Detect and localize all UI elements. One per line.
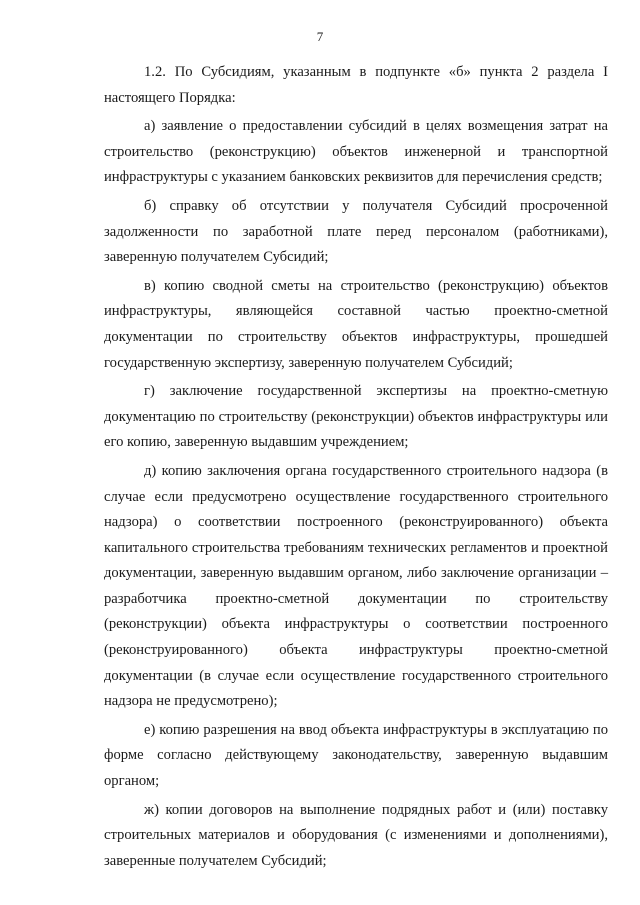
paragraph-item-e: е) копию разрешения на ввод объекта инфраструктуры в эксплуатацию по форме согласно действующему законодательству, заверенную выдавшим органом; [104, 721, 608, 790]
paragraph-item-b: б) справку об отсутствии у получателя Субсидий просроченной задолженности по заработной плате перед персоналом (работниками), заверенную получателем Субсидий; [104, 197, 608, 266]
page-number: 7 [316, 29, 324, 44]
paragraph-item-zh: ж) копии договоров на выполнение подрядных работ и (или) поставку строительных материалов и оборудования (с изменениями и дополнениями), заверенные получателем Субсидий; [104, 801, 608, 869]
paragraph-item-g: г) заключение государственной экспертизы на проектно-сметную документацию по строительству (реконструкции) объектов инфраструктуры или его копию, заверенную выдавшим учреждением; [104, 383, 608, 451]
document-body [104, 60, 608, 877]
paragraph-item-v: в) копию сводной сметы на строительство (реконструкцию) объектов инфраструктуры, являющейся составной частью проектно-сметной документации по строительству объектов инфраструктуры, прошедшей государственную экспертизу, заверенную получателем Субсидий; [104, 277, 608, 371]
paragraph-item-d: д) копию заключения органа государственного строительного надзора (в случае если предусмотрено осуществление государственного строительного надзора) о соответствии построенного (реконструированного) объекта капитального строительства требованиям технических регламентов и проектной документации, заверенную выдавшим органом, либо заключение организации – разработчика проектно-сметной документации по строительству (реконструкции) объекта инфраструктуры о соответствии построенного (реконструированного) объекта инфраструктуры проектно-сметной документации (в случае если осуществление государственного строительного надзора не предусмотрено); [104, 462, 608, 710]
paragraph-1-2-intro: 1.2. По Субсидиям, указанным в подпункте «б» пункта 2 раздела I настоящего Порядка: [104, 64, 608, 106]
paragraph-item-a: а) заявление о предоставлении субсидий в целях возмещения затрат на строительство (реконструкцию) объектов инженерной и транспортной инфраструктуры с указанием банковских реквизитов для перечисления средств; [104, 118, 608, 186]
